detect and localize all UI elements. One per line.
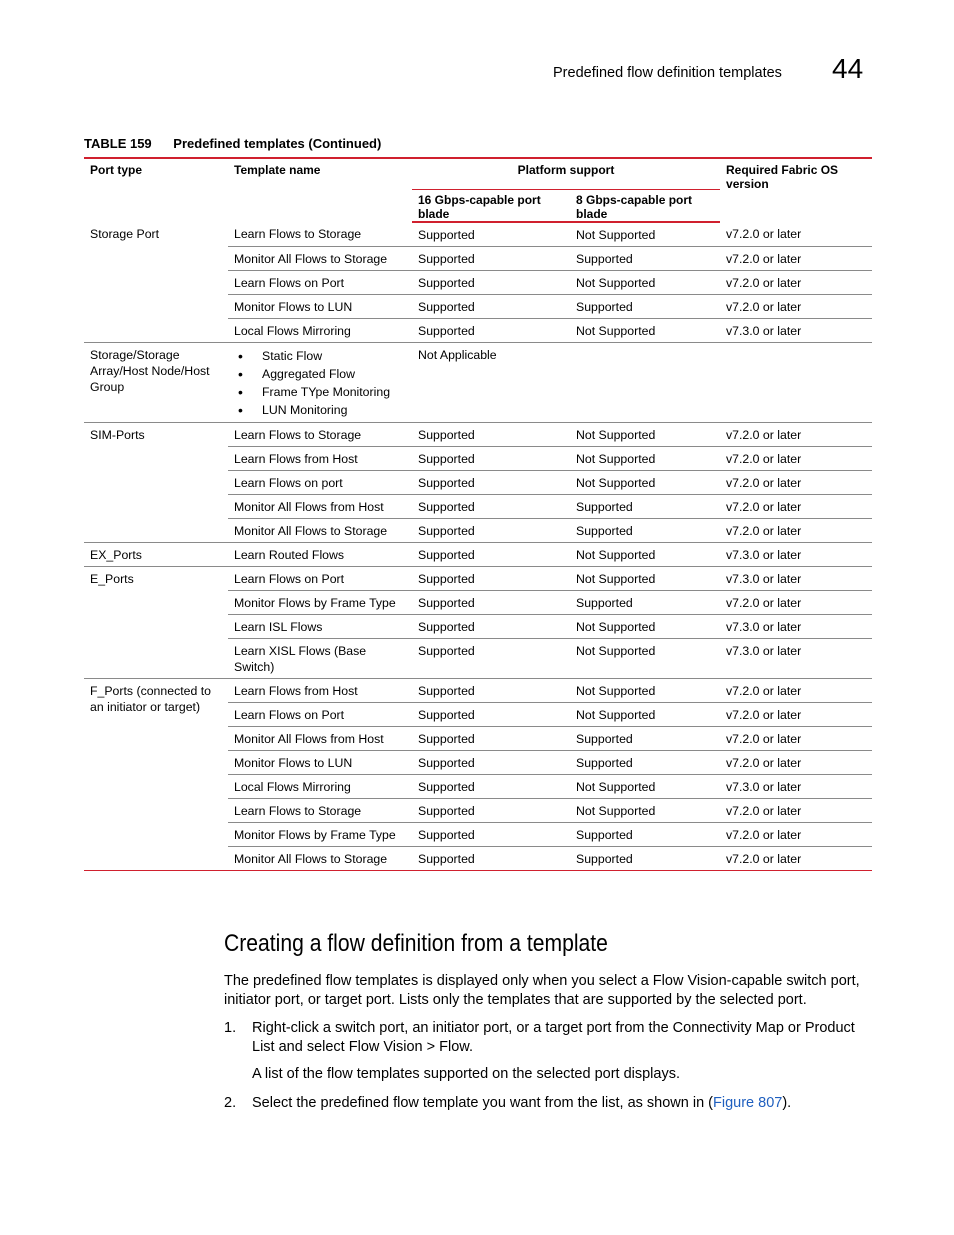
template-name-cell: Monitor All Flows to Storage [228,519,412,543]
support-16g-cell: Supported [412,271,570,295]
chapter-number: 44 [832,53,864,84]
support-16g-cell: Supported [412,567,570,591]
port-type-cell: E_Ports [84,567,228,679]
support-16g-cell: Supported [412,319,570,343]
col-header-template-name: Template name [228,158,412,222]
table-label: TABLE 159 [84,136,152,151]
port-type-cell: Storage Port [84,222,228,343]
template-name-cell: Local Flows Mirroring [228,319,412,343]
fos-version-cell: v7.3.0 or later [720,775,872,799]
support-16g-cell: Supported [412,247,570,271]
support-16g-cell: Supported [412,799,570,823]
support-8g-cell: Not Supported [570,222,720,247]
list-item: • Static Flow [234,347,406,365]
fos-version-cell: v7.3.0 or later [720,615,872,639]
step-2-text-pre: Select the predefined flow template you want from the list, as shown in ( [252,1095,714,1111]
platform-note-cell: Not Applicable [412,343,872,423]
table-caption-text: Predefined templates (Continued) [173,136,382,151]
col-header-8g-blade: 8 Gbps-capable port blade [570,190,720,223]
support-16g-cell: Supported [412,447,570,471]
support-8g-cell: Not Supported [570,543,720,567]
support-16g-cell: Supported [412,751,570,775]
fos-version-cell: v7.2.0 or later [720,679,872,703]
step-2-text-post: ). [782,1095,792,1111]
support-8g-cell: Not Supported [570,567,720,591]
support-8g-cell: Supported [570,847,720,871]
support-16g-cell: Supported [412,847,570,871]
fos-version-cell: v7.2.0 or later [720,727,872,751]
support-8g-cell: Not Supported [570,471,720,495]
support-16g-cell: Supported [412,423,570,447]
fos-version-cell: v7.2.0 or later [720,519,872,543]
template-name-cell: Local Flows Mirroring [228,775,412,799]
template-name-cell: Monitor Flows to LUN [228,295,412,319]
template-name-cell: Learn Flows on Port [228,567,412,591]
support-8g-cell: Supported [570,727,720,751]
template-name-cell: Monitor All Flows to Storage [228,847,412,871]
figure-807-link[interactable]: Figure 807 [713,1095,783,1111]
support-8g-cell: Supported [570,295,720,319]
template-bullet-list [234,347,406,419]
support-16g-cell: Supported [412,295,570,319]
support-16g-cell: Supported [412,679,570,703]
fos-version-cell: v7.2.0 or later [720,271,872,295]
fos-version-cell: v7.2.0 or later [720,471,872,495]
fos-version-cell: v7.2.0 or later [720,447,872,471]
step-1-text-pre: Right-click a switch port, an initiator port, or a target port from the Connectivity Map or Product List and select [252,1020,855,1055]
port-type-cell: SIM-Ports [84,423,228,543]
port-type-cell: F_Ports (connected to an initiator or target) [84,679,228,871]
fos-version-cell: v7.2.0 or later [720,591,872,615]
template-name-cell: Learn Routed Flows [228,543,412,567]
table-row [84,222,872,247]
table-row [84,543,872,567]
support-8g-cell: Supported [570,751,720,775]
col-header-16g-blade: 16 Gbps-capable port blade [412,190,570,223]
list-item: • LUN Monitoring [234,401,406,419]
template-name-cell: Learn ISL Flows [228,615,412,639]
support-16g-cell: Supported [412,727,570,751]
support-8g-cell: Not Supported [570,639,720,679]
running-header-title: Predefined flow definition templates [553,65,782,81]
fos-version-cell: v7.2.0 or later [720,423,872,447]
template-list-cell [228,343,412,423]
template-name-cell: Monitor Flows to LUN [228,751,412,775]
fos-version-cell: v7.2.0 or later [720,295,872,319]
support-16g-cell: Supported [412,591,570,615]
step-1-text [252,1019,872,1057]
fos-version-cell: v7.3.0 or later [720,567,872,591]
support-16g-cell: Supported [412,639,570,679]
table-row [84,567,872,591]
fos-version-cell: v7.3.0 or later [720,319,872,343]
template-name-cell: Monitor Flows by Frame Type [228,823,412,847]
list-item: • Frame TYpe Monitoring [234,383,406,401]
col-header-port-type: Port type [84,158,228,222]
step-1-text-post: . [468,1039,473,1055]
support-8g-cell: Supported [570,495,720,519]
support-8g-cell: Not Supported [570,271,720,295]
support-8g-cell: Supported [570,519,720,543]
support-16g-cell: Supported [412,543,570,567]
support-8g-cell: Not Supported [570,703,720,727]
template-name-cell: Learn Flows on Port [228,703,412,727]
support-16g-cell: Supported [412,823,570,847]
template-name-cell: Learn Flows on port [228,471,412,495]
support-8g-cell: Not Supported [570,775,720,799]
template-name-cell: Learn Flows to Storage [228,222,412,247]
list-item: • Aggregated Flow [234,365,406,383]
template-name-cell: Learn XISL Flows (Base Switch) [228,639,412,679]
support-8g-cell: Not Supported [570,447,720,471]
support-8g-cell: Not Supported [570,799,720,823]
table-body [84,222,872,871]
predefined-templates-table [84,157,872,871]
table-row [84,423,872,447]
support-16g-cell: Supported [412,615,570,639]
fos-version-cell: v7.2.0 or later [720,703,872,727]
template-name-cell: Learn Flows on Port [228,271,412,295]
fos-version-cell: v7.2.0 or later [720,222,872,247]
step-2-text [252,1094,872,1113]
support-8g-cell: Supported [570,591,720,615]
step-1-note: A list of the flow templates supported on the selected port displays. [252,1066,680,1082]
support-16g-cell: Supported [412,775,570,799]
fos-version-cell: v7.3.0 or later [720,639,872,679]
col-header-fos-version: Required Fabric OS version [720,158,872,222]
step-2-number: 2. [224,1095,237,1111]
template-name-cell: Monitor Flows by Frame Type [228,591,412,615]
port-type-cell: Storage/Storage Array/Host Node/Host Group [84,343,228,423]
support-8g-cell: Supported [570,823,720,847]
support-8g-cell: Not Supported [570,319,720,343]
support-16g-cell: Supported [412,495,570,519]
port-type-cell: EX_Ports [84,543,228,567]
fos-version-cell: v7.2.0 or later [720,751,872,775]
table-row [84,343,872,423]
support-8g-cell: Not Supported [570,423,720,447]
support-16g-cell: Supported [412,519,570,543]
intro-paragraph: The predefined flow templates is displayed only when you select a Flow Vision-capable switch port, initiator port, or target port. Lists only the templates that are supported by the selected port. [224,973,860,1008]
template-name-cell: Learn Flows to Storage [228,799,412,823]
fos-version-cell: v7.2.0 or later [720,247,872,271]
support-16g-cell: Supported [412,703,570,727]
support-16g-cell: Supported [412,222,570,247]
fos-version-cell: v7.2.0 or later [720,847,872,871]
fos-version-cell: v7.3.0 or later [720,543,872,567]
template-name-cell: Monitor All Flows from Host [228,495,412,519]
table-row [84,679,872,703]
step-1-number: 1. [224,1020,237,1036]
section-heading: Creating a flow definition from a template [224,930,608,957]
support-8g-cell: Not Supported [570,679,720,703]
template-name-cell: Monitor All Flows to Storage [228,247,412,271]
template-name-cell: Monitor All Flows from Host [228,727,412,751]
step-1-menu-path: Flow Vision > Flow [348,1039,469,1055]
template-name-cell: Learn Flows to Storage [228,423,412,447]
template-name-cell: Learn Flows from Host [228,679,412,703]
fos-version-cell: v7.2.0 or later [720,823,872,847]
support-16g-cell: Supported [412,471,570,495]
support-8g-cell: Not Supported [570,615,720,639]
fos-version-cell: v7.2.0 or later [720,799,872,823]
template-name-cell: Learn Flows from Host [228,447,412,471]
table-caption [84,136,381,151]
fos-version-cell: v7.2.0 or later [720,495,872,519]
support-8g-cell: Supported [570,247,720,271]
col-header-platform-support: Platform support [412,158,720,190]
